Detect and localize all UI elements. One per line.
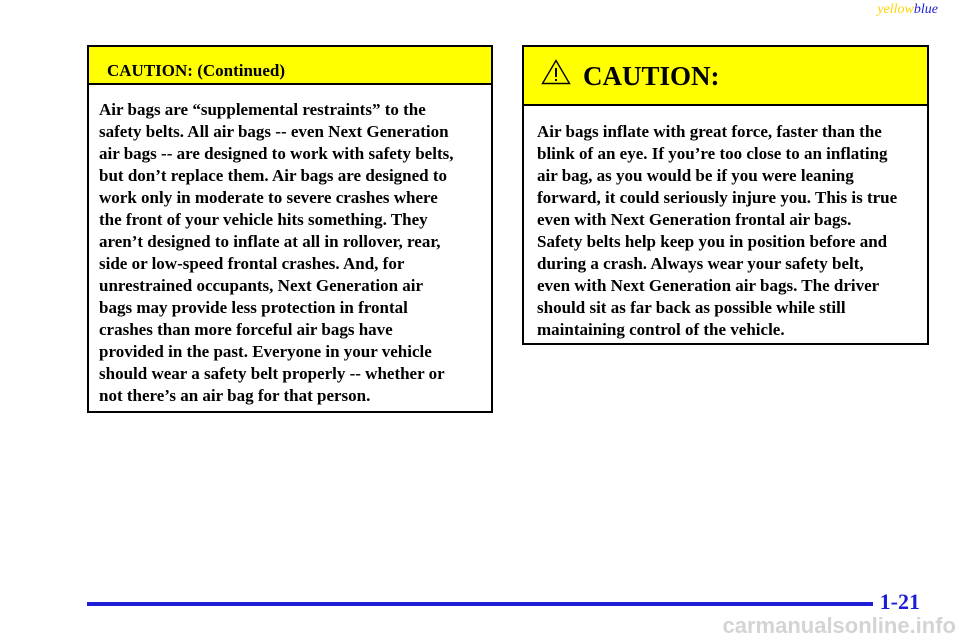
caution-line: Air bags are “supplemental restraints” to the [99,100,426,119]
caution-heading-continued: CAUTION: (Continued) [89,47,491,85]
caution-line: crashes than more forceful air bags have [99,320,393,339]
caution-line: air bags -- are designed to work with safety belts, [99,144,454,163]
caution-line: Air bags inflate with great force, faster than the [537,122,882,141]
caution-line: not there’s an air bag for that person. [99,386,371,405]
caution-line: safety belts. All air bags -- even Next Generation [99,122,449,141]
warning-triangle-icon [541,59,571,85]
caution-line: Safety belts help keep you in position before and [537,232,888,251]
corner-tag-blue: blue [913,2,938,17]
caution-heading-bar [524,47,927,106]
caution-line: the front of your vehicle hits something. They [99,210,428,229]
caution-line: should sit as far back as possible while still [537,298,846,317]
caution-line: work only in moderate to severe crashes where [99,188,438,207]
caution-line: even with Next Generation frontal air bags. [537,210,852,229]
caution-body-continued [89,85,491,407]
caution-box [522,45,929,345]
caution-body [524,106,927,341]
caution-line: unrestrained occupants, Next Generation air [99,276,424,295]
corner-color-tag [877,2,938,18]
caution-line: bags may provide less protection in frontal [99,298,408,317]
footer-rule [87,602,873,606]
caution-line: maintaining control of the vehicle. [537,320,785,339]
caution-line: but don’t replace them. Air bags are designed to [99,166,448,185]
caution-line: provided in the past. Everyone in your vehicle [99,342,432,361]
caution-line: even with Next Generation air bags. The driver [537,276,880,295]
caution-line: side or low-speed frontal crashes. And, for [99,254,405,273]
caution-line: should wear a safety belt properly -- whether or [99,364,445,383]
caution-line: aren’t designed to inflate at all in rollover, rear, [99,232,441,251]
site-watermark: carmanualsonline.info [722,613,956,638]
caution-line: air bag, as you would be if you were leaning [537,166,854,185]
caution-line: during a crash. Always wear your safety belt, [537,254,864,273]
caution-line: blink of an eye. If you’re too close to an inflating [537,144,888,163]
caution-line: forward, it could seriously injure you. This is true [537,188,898,207]
caution-box-continued [87,45,493,413]
page-number: 1-21 [879,589,920,614]
caution-heading: CAUTION: [583,61,720,91]
corner-tag-yellow: yellow [877,2,914,17]
